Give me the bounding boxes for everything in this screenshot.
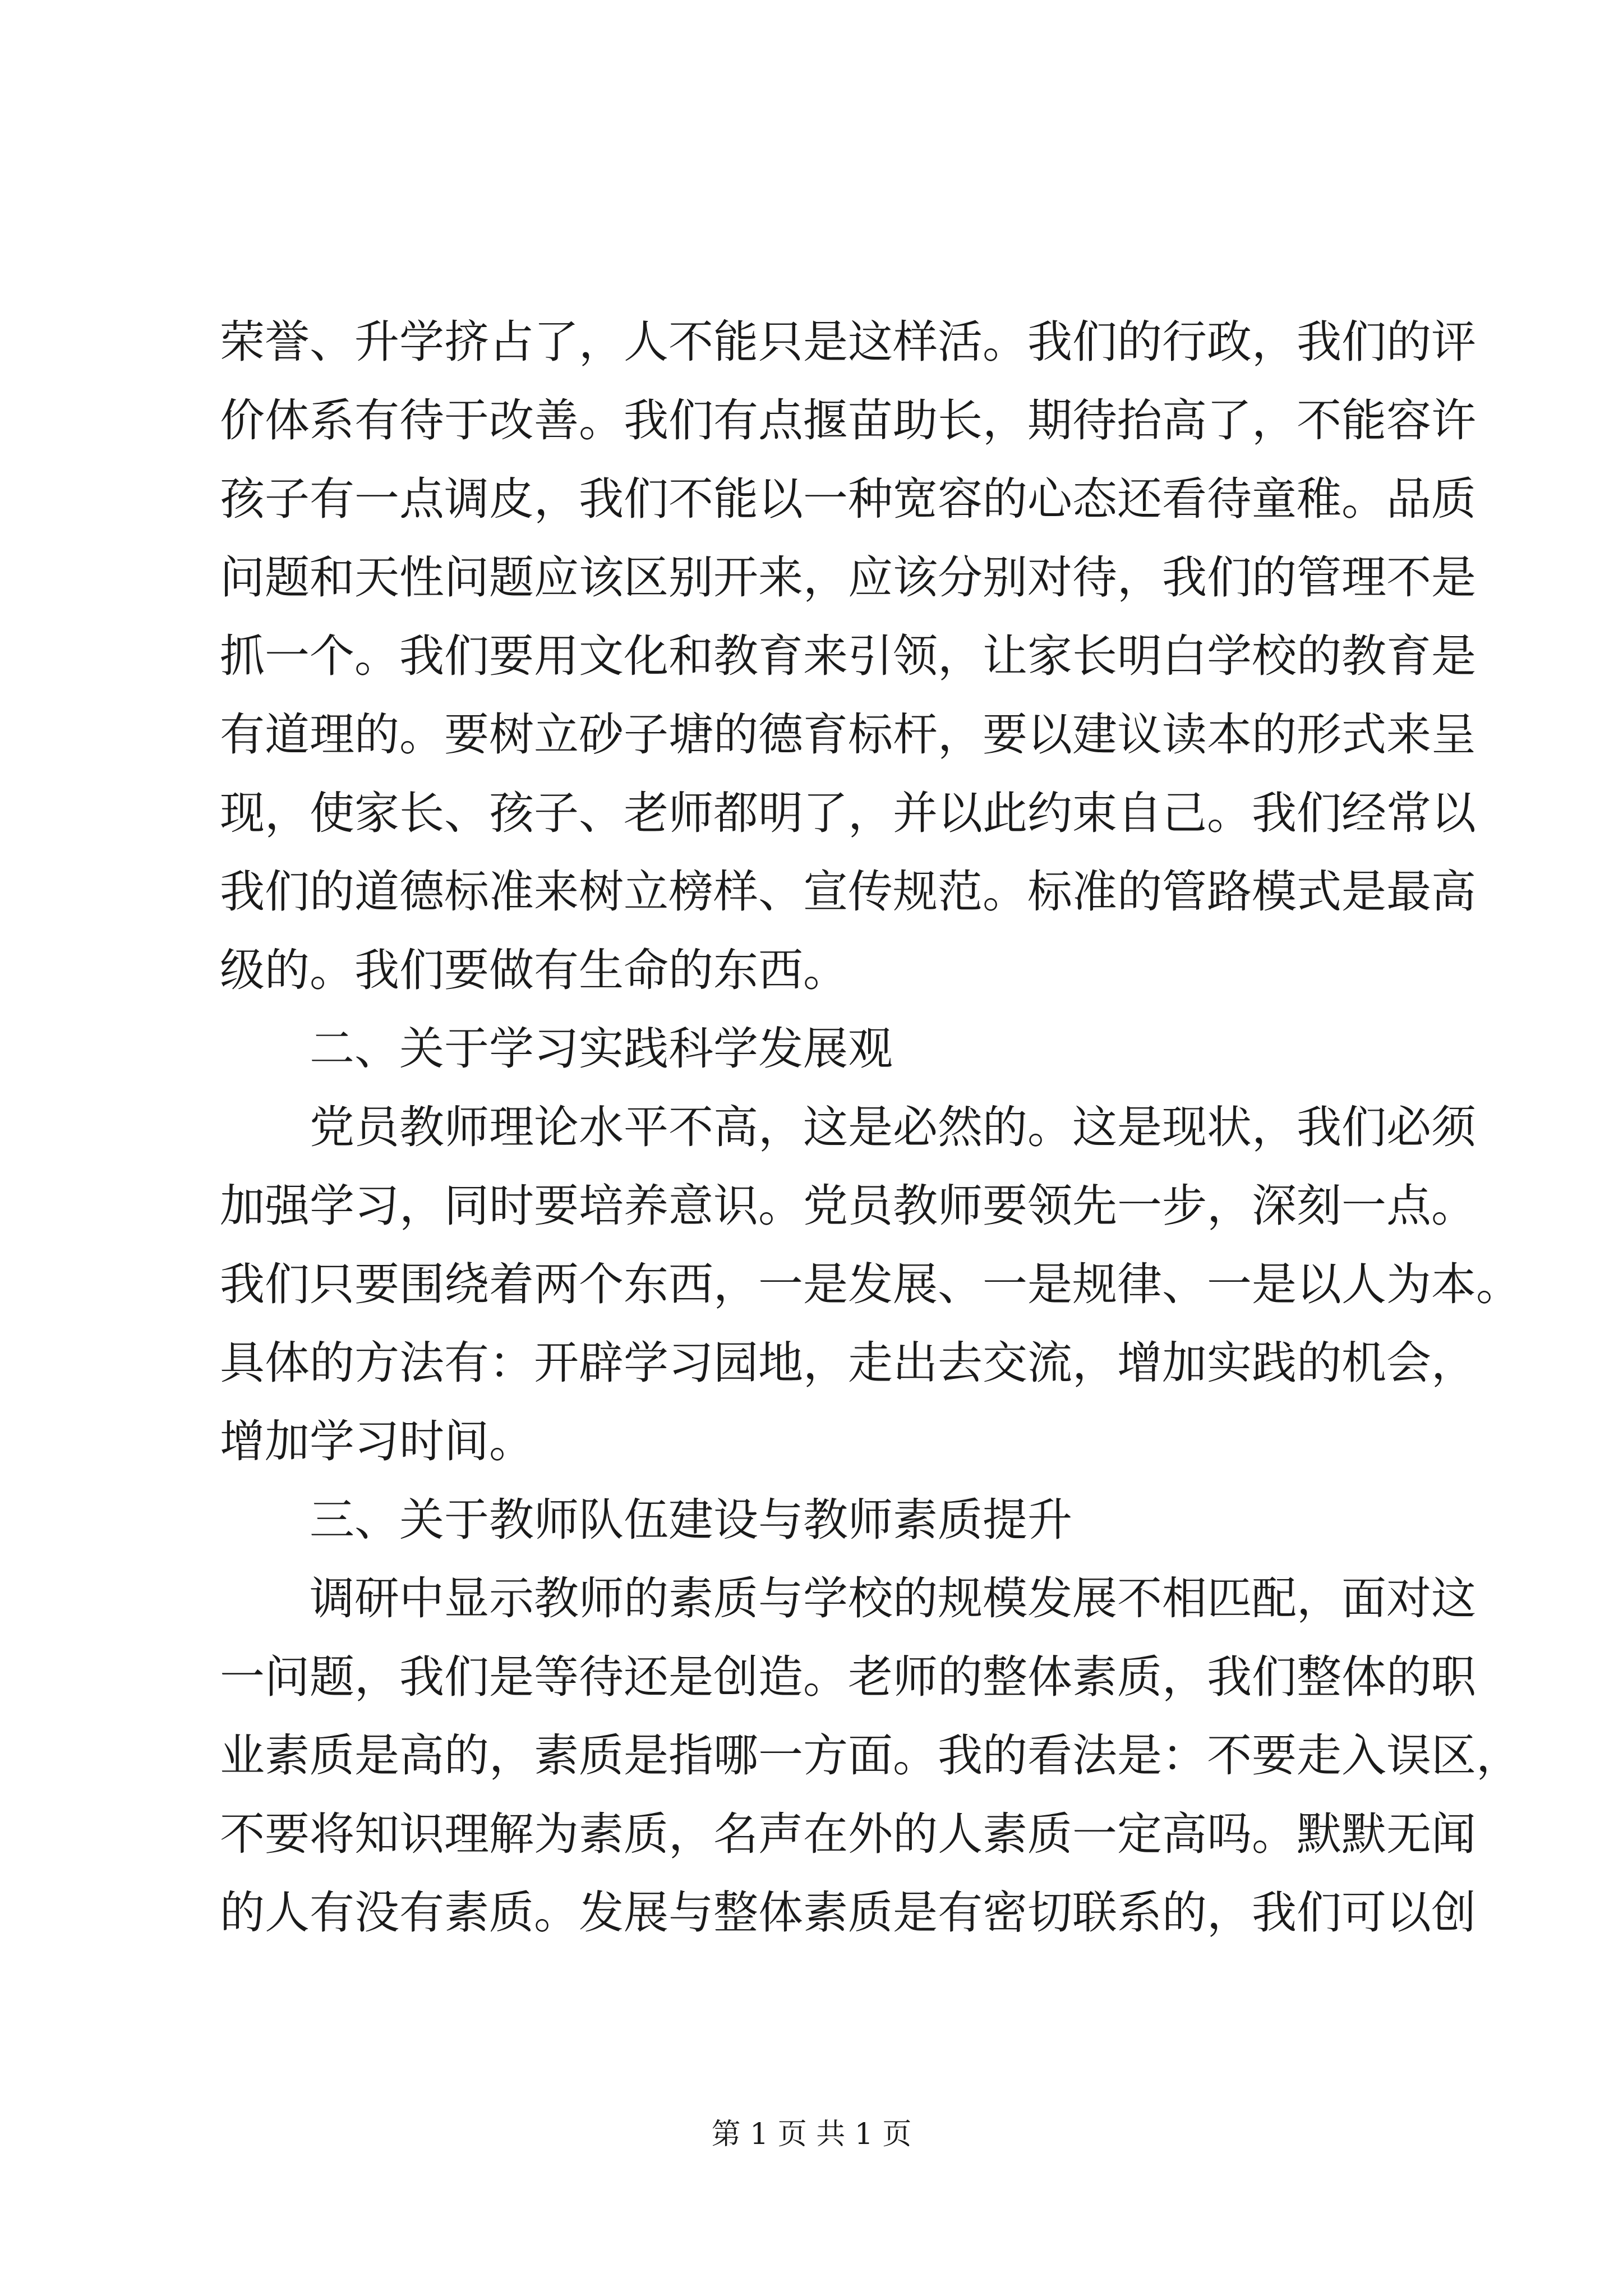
paragraph-line: 一问题，我们是等待还是创造。老师的整体素质，我们整体的职 <box>220 1651 1476 1703</box>
paragraph-line: 增加学习时间。 <box>220 1415 534 1467</box>
section-heading: 二、关于学习实践科学发展观 <box>310 1023 893 1075</box>
paragraph-line: 抓一个。我们要用文化和教育来引领，让家长明白学校的教育是 <box>220 630 1476 682</box>
paragraph-line: 具体的方法有：开辟学习园地，走出去交流，增加实践的机会， <box>220 1337 1476 1389</box>
paragraph-line: 问题和天性问题应该区别开来，应该分别对待，我们的管理不是 <box>220 551 1476 604</box>
paragraph-line: 级的。我们要做有生命的东西。 <box>220 944 848 996</box>
paragraph-line: 业素质是高的，素质是指哪一方面。我的看法是：不要走入误区， <box>220 1729 1521 1782</box>
paragraph-line: 我们只要围绕着两个东西，一是发展、一是规律、一是以人为本。 <box>220 1258 1521 1310</box>
paragraph-line: 调研中显示教师的素质与学校的规模发展不相匹配，面对这 <box>310 1572 1476 1625</box>
paragraph-line: 价体系有待于改善。我们有点揠苗助长，期待抬高了，不能容许 <box>220 394 1476 447</box>
paragraph-line: 现，使家长、孩子、老师都明了，并以此约束自己。我们经常以 <box>220 787 1476 839</box>
paragraph-line: 党员教师理论水平不高，这是必然的。这是现状，我们必须 <box>310 1101 1476 1153</box>
paragraph-line: 加强学习，同时要培养意识。党员教师要领先一步，深刻一点。 <box>220 1180 1476 1232</box>
paragraph-line: 孩子有一点调皮，我们不能以一种宽容的心态还看待童稚。品质 <box>220 473 1476 525</box>
paragraph-line: 我们的道德标准来树立榜样、宣传规范。标准的管路模式是最高 <box>220 866 1476 918</box>
page-number-footer: 第 1 页 共 1 页 <box>711 2118 912 2151</box>
paragraph-line: 荣誉、升学挤占了，人不能只是这样活。我们的行政，我们的评 <box>220 316 1476 368</box>
paragraph-line: 的人有没有素质。发展与整体素质是有密切联系的，我们可以创 <box>220 1887 1476 1939</box>
paragraph-line: 有道理的。要树立砂子塘的德育标杆，要以建议读本的形式来呈 <box>220 708 1476 761</box>
paragraph-line: 不要将知识理解为素质，名声在外的人素质一定高吗。默默无闻 <box>220 1808 1476 1860</box>
section-heading: 三、关于教师队伍建设与教师素质提升 <box>310 1494 1072 1546</box>
